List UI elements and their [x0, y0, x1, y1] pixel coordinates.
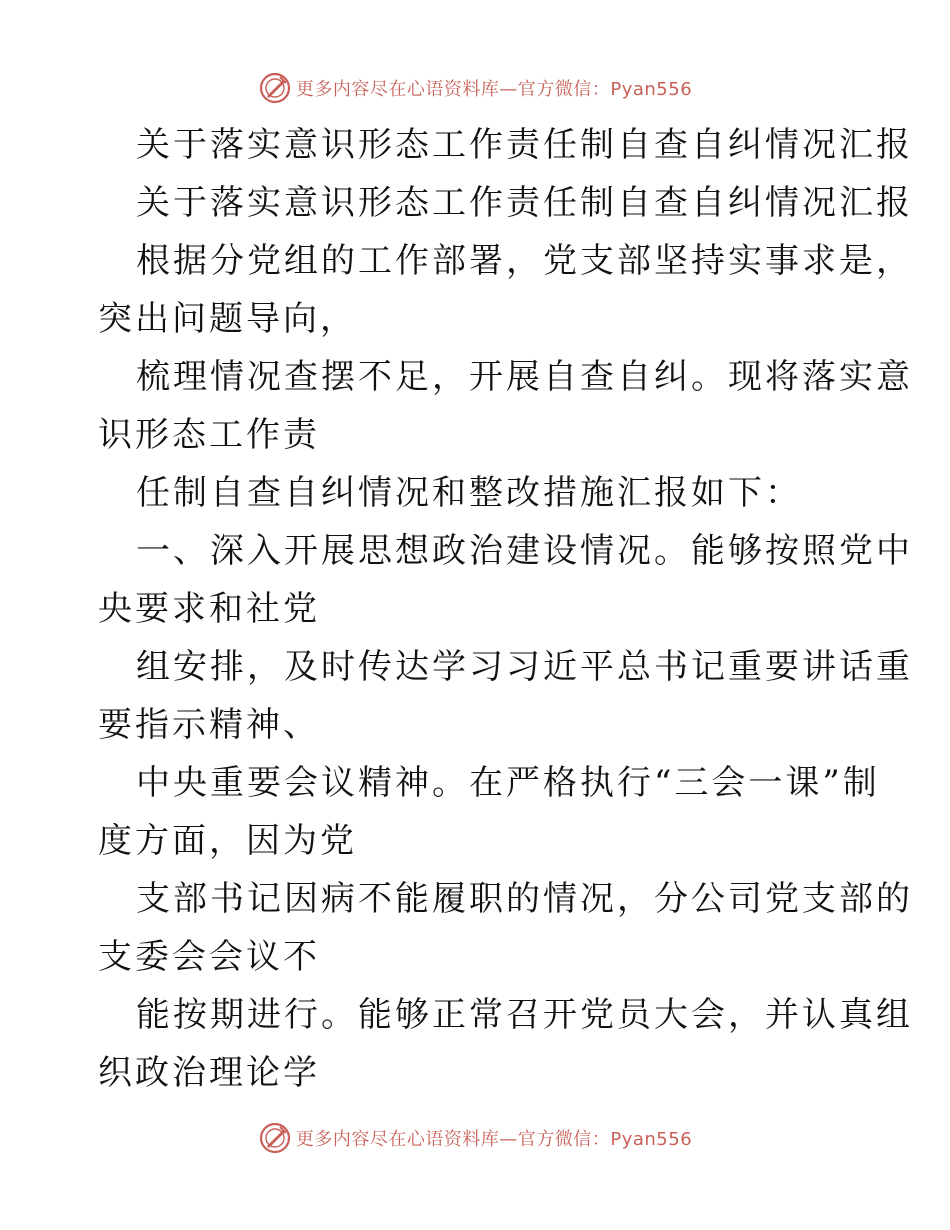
doc-title-line-repeat: 关于落实意识形态工作责任制自查自纠情况汇报	[136, 183, 913, 223]
paragraph-line: 一、深入开展思想政治建设情况。能够按照党中	[136, 531, 913, 571]
paragraph-line: 支委会会议不	[98, 937, 320, 977]
paragraph-line: 任制自查自纠情况和整改措施汇报如下：	[136, 473, 802, 513]
paragraph-line: 识形态工作责	[98, 415, 320, 455]
doc-title-line: 关于落实意识形态工作责任制自查自纠情况汇报	[136, 125, 913, 165]
watermark-text: 更多内容尽在心语资料库—官方微信：Pyan556	[295, 1129, 693, 1150]
brand-logo-icon	[258, 1121, 292, 1155]
paragraph-line: 央要求和社党	[98, 589, 320, 629]
paragraph-line: 突出问题导向，	[98, 299, 357, 339]
watermark-text: 更多内容尽在心语资料库—官方微信：Pyan556	[295, 79, 693, 100]
paragraph-line: 要指示精神、	[98, 705, 320, 745]
brand-logo-icon	[258, 71, 292, 105]
paragraph-line: 根据分党组的工作部署，党支部坚持实事求是，	[136, 241, 913, 281]
paragraph-line: 组安排，及时传达学习习近平总书记重要讲话重	[136, 647, 913, 687]
header-watermark-banner	[0, 68, 950, 108]
footer-watermark-banner	[0, 1118, 950, 1158]
paragraph-line: 织政治理论学	[98, 1053, 320, 1093]
paragraph-line: 度方面，因为党	[98, 821, 357, 861]
paragraph-line: 能按期进行。能够正常召开党员大会，并认真组	[136, 995, 913, 1035]
paragraph-line: 梳理情况查摆不足，开展自查自纠。现将落实意	[136, 357, 913, 397]
paragraph-line: 支部书记因病不能履职的情况，分公司党支部的	[136, 879, 913, 919]
paragraph-line: 中央重要会议精神。在严格执行“三会一课”制	[136, 763, 880, 803]
document-body	[98, 116, 913, 1102]
